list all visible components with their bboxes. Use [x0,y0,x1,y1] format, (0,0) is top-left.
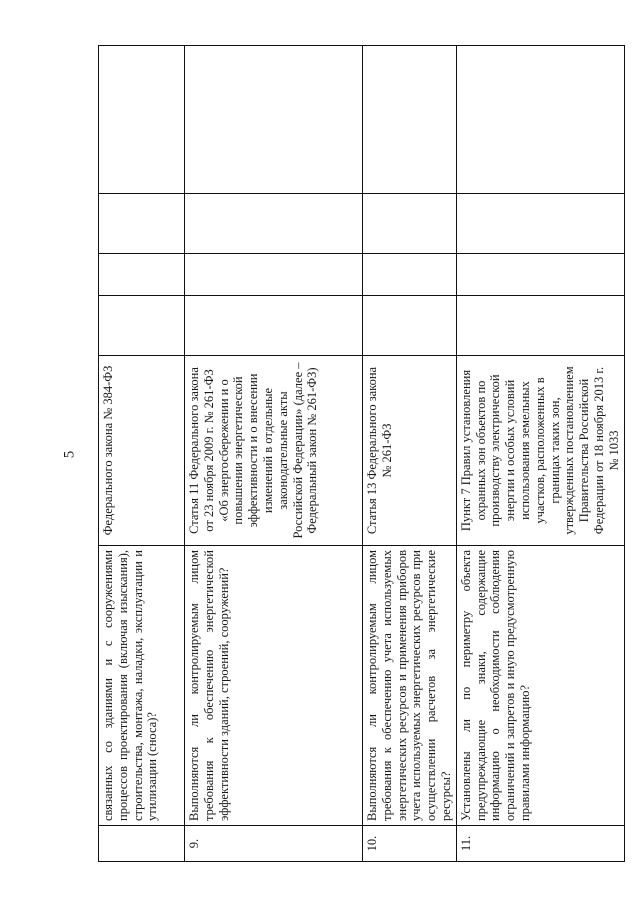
page-number: 5 [61,450,78,459]
question-cell: Выполняются ли контролируемым лицом требования к обеспечению энергетической эффективности зданий, строений, сооружений? [185,546,363,826]
table-row [456,46,624,862]
row-number-cell: 9. [185,826,363,862]
empty-cell [363,296,457,356]
empty-cell [363,194,457,254]
row-number-cell: 10. [363,826,457,862]
question-cell: Установлены ли по периметру объекта предупреждающие знаки, содержащие информацию о необходимости соблюдения ограничений и запретов и иную предусмотренную правилами информацию? [456,546,624,826]
document-table-rotated [98,46,621,862]
empty-cell [99,296,185,356]
empty-cell [185,254,363,296]
question-cell: связанных со зданиями и с сооружениями процессов проектирования (включая изыскания), строительства, монтажа, наладки, эксплуатации и утилизации (сноса)? [99,546,185,826]
empty-cell [185,194,363,254]
empty-cell [363,254,457,296]
legal-reference-cell: Пункт 7 Правил установления охранных зон объектов по производству электрической энергии и особых условий использования земельных участков, расположенных в границах таких зон, утвержденных постановлением Правительства Российской Федерации от 18 ноября 2013 г. № 1033 [456,356,624,546]
table-row [363,46,457,862]
empty-cell [185,46,363,194]
row-number-cell [99,826,185,862]
question-cell: Выполняются ли контролируемым лицом требования к обеспечению учета используемых энергетических ресурсов и применения приборов учета используемых энергетических ресурсов при осуществлении расчетов за энергетические ресурсы? [363,546,457,826]
empty-cell [456,296,624,356]
row-number-cell: 11. [456,826,624,862]
table-row [99,46,185,862]
empty-cell [456,254,624,296]
empty-cell [456,194,624,254]
empty-cell [99,194,185,254]
legal-reference-cell: Федерального закона № 384-ФЗ [99,356,185,546]
empty-cell [99,46,185,194]
table-row [185,46,363,862]
legal-reference-cell: Статья 11 Федерального закона от 23 ноября 2009 г. № 261-ФЗ «Об энергосбережении и о повышении энергетической эффективности и о внесении изменений в отдельные законодательные акты Российской Федерации» (далее – Федеральный закон № 261-ФЗ) [185,356,363,546]
legal-reference-cell: Статья 13 Федерального закона № 261-ФЗ [363,356,457,546]
empty-cell [456,46,624,194]
empty-cell [185,296,363,356]
empty-cell [363,46,457,194]
checklist-table [98,45,625,862]
empty-cell [99,254,185,296]
